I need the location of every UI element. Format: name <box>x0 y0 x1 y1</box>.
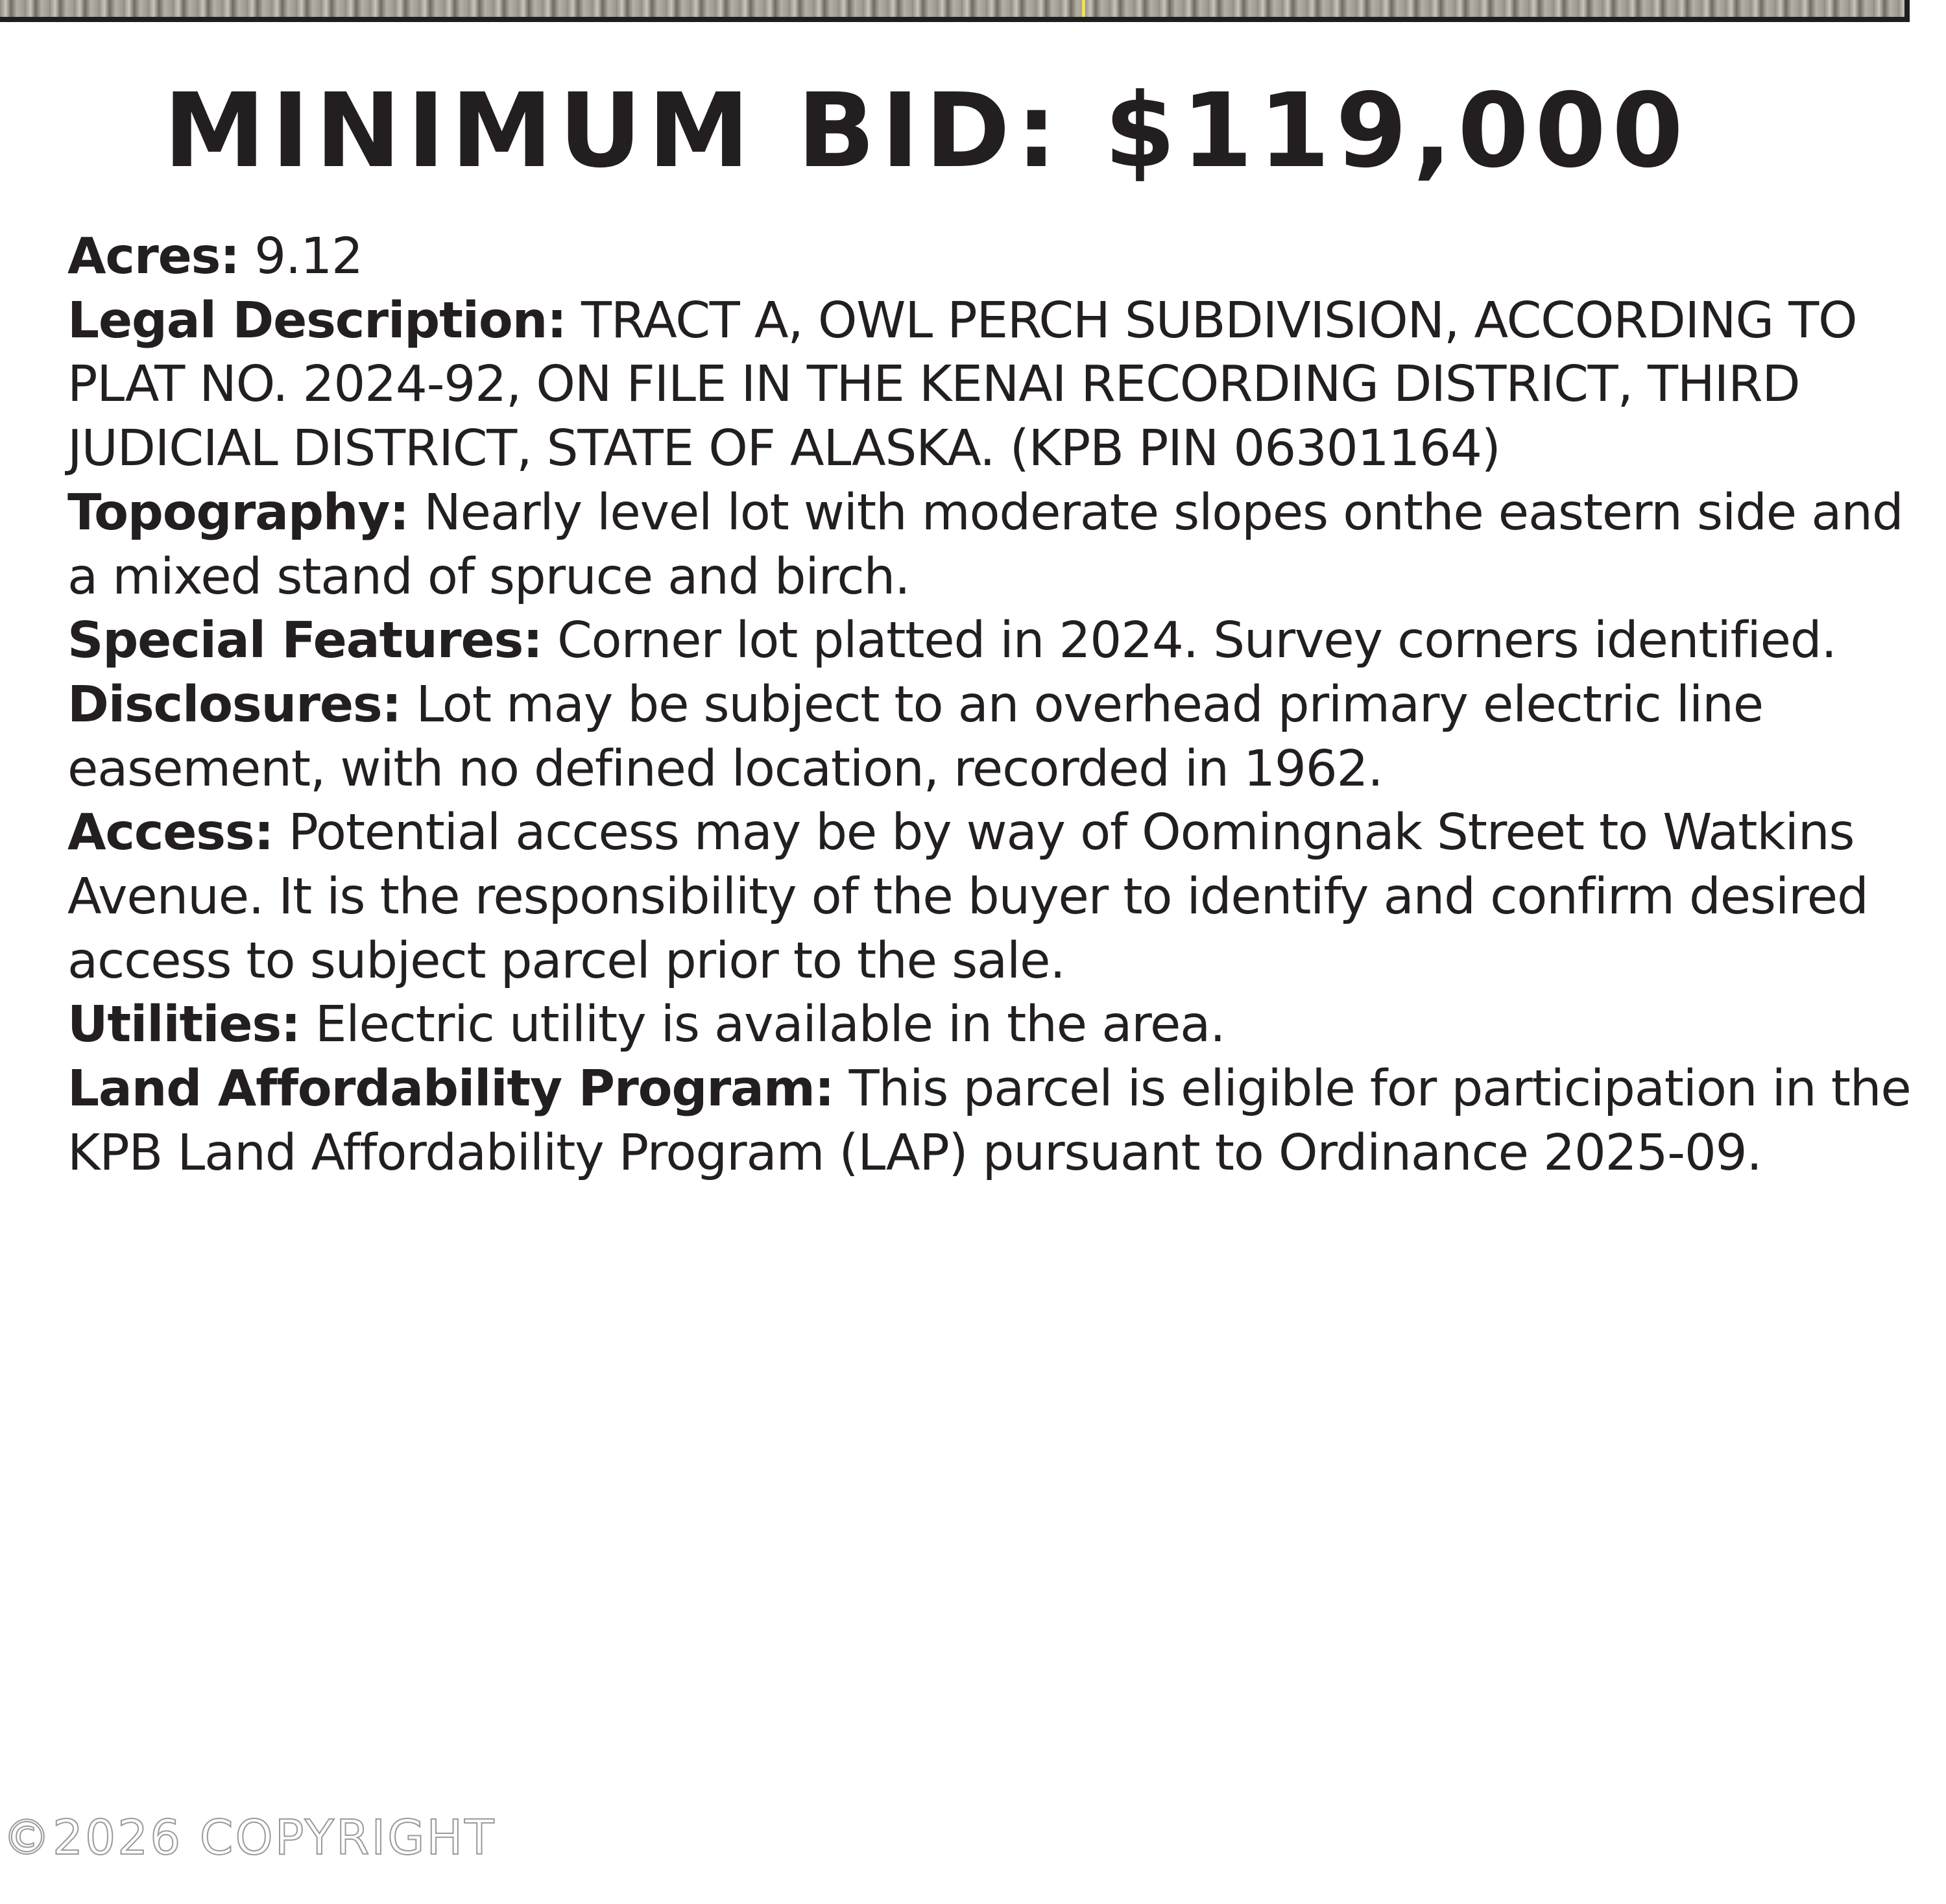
detail-value: TRACT A, OWL PERCH SUBDIVISION, ACCORDING TO PLAT NO. 2024-92, ON FILE IN THE KENAI RECORDING DISTRICT, THIRD JUDICIAL DISTRICT, STATE OF ALASKA. (KPB PIN 06301164) <box>67 291 1857 478</box>
detail-value: Lot may be subject to an overhead primary electric line easement, with no defined location, recorded in 1962. <box>67 675 1763 798</box>
detail-value: Electric utility is available in the area. <box>300 996 1225 1054</box>
detail-land-affordability-program <box>67 1057 1923 1185</box>
detail-label: Topography: <box>67 483 409 542</box>
detail-legal-description <box>67 289 1923 481</box>
aerial-photo-strip <box>0 0 1910 22</box>
detail-utilities <box>67 993 1923 1057</box>
detail-label: Acres: <box>67 228 239 285</box>
copyright-watermark: ©2026 COPYRIGHT <box>3 1810 496 1866</box>
detail-label: Land Affordability Program: <box>67 1060 834 1118</box>
detail-disclosures <box>67 673 1923 801</box>
detail-value: 9.12 <box>239 228 363 285</box>
detail-access <box>67 801 1923 993</box>
detail-topography <box>67 481 1923 609</box>
detail-label: Legal Description: <box>67 291 566 350</box>
detail-value: Corner lot platted in 2024. Survey corners identified. <box>542 612 1836 670</box>
parcel-boundary-marker <box>1082 0 1085 17</box>
detail-label: Disclosures: <box>67 675 402 734</box>
detail-value: Nearly level lot with moderate slopes onthe eastern side and a mixed stand of spruce and birch. <box>67 483 1903 606</box>
detail-special-features <box>67 609 1923 673</box>
detail-value: Potential access may be by way of Oomingnak Street to Watkins Avenue. It is the responsibility of the buyer to identify and confirm desired access to subject parcel prior to the sale. <box>67 804 1868 990</box>
minimum-bid-heading: MINIMUM BID: $119,000 <box>163 71 1689 191</box>
parcel-details <box>67 225 1923 1186</box>
detail-label: Utilities: <box>67 996 300 1054</box>
detail-label: Special Features: <box>67 612 542 670</box>
detail-value: This parcel is eligible for participation in the KPB Land Affordability Program (LAP) pursuant to Ordinance 2025-09. <box>67 1060 1911 1182</box>
detail-acres <box>67 225 1923 289</box>
detail-label: Access: <box>67 804 274 862</box>
